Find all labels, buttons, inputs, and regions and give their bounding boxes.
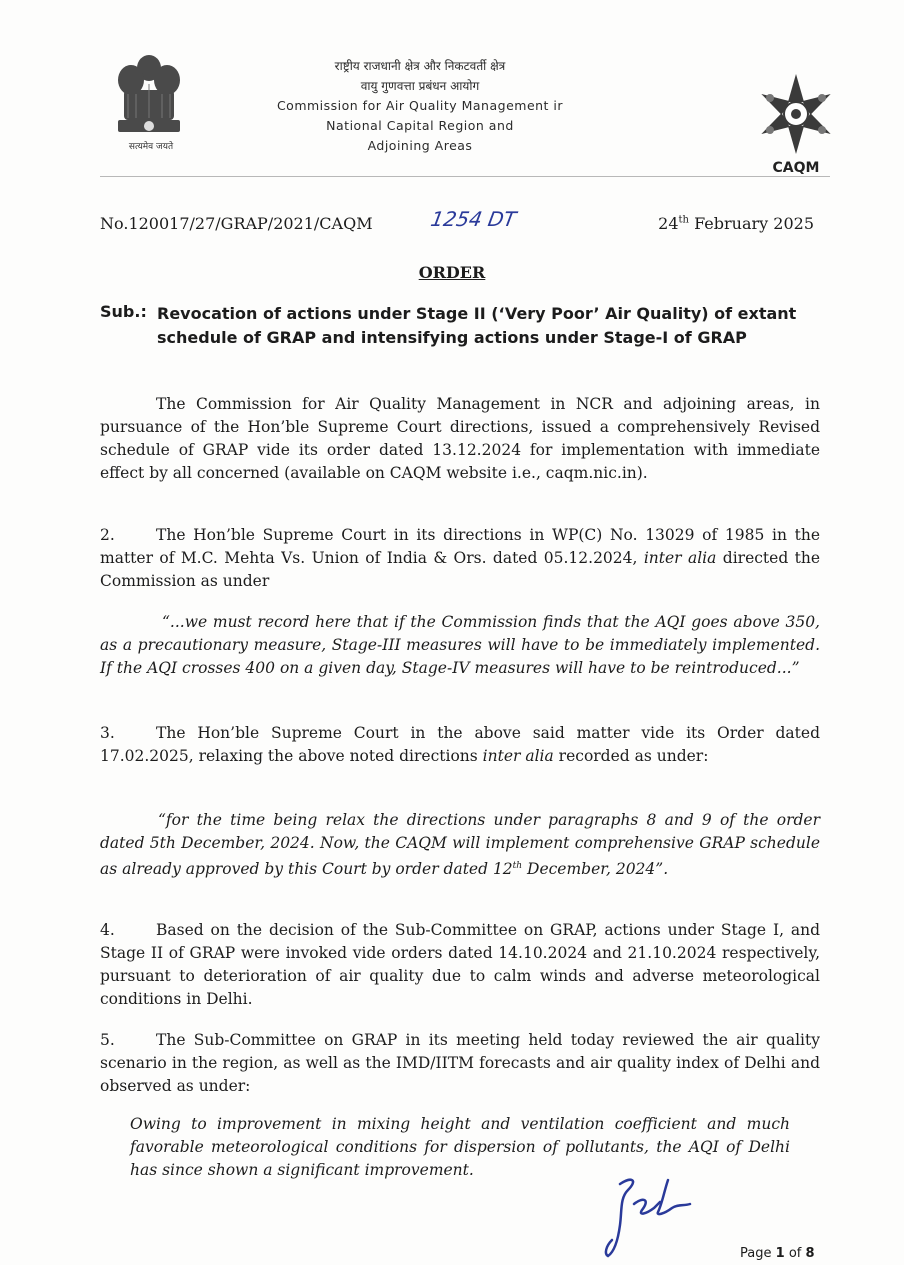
paragraph-4: 4. Based on the decision of the Sub-Committee on GRAP, actions under Stage I, and Stage II of GRAP were invoked vide orders dated 14.10.2024 and 21.10.2024 respectively, pursuant to deterioration of air quality due to calm winds and adverse meteorological conditions in Delhi. bbox=[100, 921, 820, 1008]
handwritten-number: 1254 DT bbox=[428, 207, 518, 231]
header-divider bbox=[100, 176, 830, 177]
quote-2: “for the time being relax the directions under paragraphs 8 and 9 of the order dated 5th December, 2024. Now, the CAQM will implement comprehensive GRAP schedule as already approved by this Court by order dated 12th December, 2024”. bbox=[100, 811, 820, 879]
english-line-2: National Capital Region and bbox=[326, 118, 514, 133]
letterhead bbox=[250, 56, 590, 156]
quote-1: “...we must record here that if the Commission finds that the AQI goes above 350, as a precautionary measure, Stage-III measures will have to be immediately implemented. If the AQI crosses 400 on a given day, Stage-IV measures will have to be reintroduced...” bbox=[100, 613, 820, 677]
subject-text: Revocation of actions under Stage II (‘Very Poor’ Air Quality) of extant schedule of GRAP and intensifying actions under Stage-I of GRAP bbox=[157, 304, 797, 347]
reference-number: No.120017/27/GRAP/2021/CAQM bbox=[100, 214, 373, 233]
paragraph-1: The Commission for Air Quality Management in NCR and adjoining areas, in pursuance of the Hon’ble Supreme Court directions, issued a comprehensively Revised schedule of GRAP vide its order dated 13.12.2024 for implementation with immediate effect by all concerned (available on CAQM website i.e., caqm.nic.in). bbox=[100, 395, 820, 482]
order-date: 24th February 2025 bbox=[658, 214, 814, 233]
hindi-line-1: राष्ट्रीय राजधानी क्षेत्र और निकटवर्ती क्षेत्र bbox=[334, 59, 506, 73]
signature-icon bbox=[598, 1170, 698, 1265]
paragraph-3: 3. The Hon’ble Supreme Court in the above said matter vide its Order dated 17.02.2025, relaxing the above noted directions inter alia recorded as under: bbox=[100, 724, 820, 765]
quote-3: Owing to improvement in mixing height and ventilation coefficient and much favorable meteorological conditions for dispersion of pollutants, the AQI of Delhi has since shown a significant improvement. bbox=[130, 1115, 790, 1179]
caqm-logo-text: CAQM bbox=[772, 160, 820, 176]
caqm-logo bbox=[748, 68, 844, 178]
english-line-1: Commission for Air Quality Management ir bbox=[276, 98, 564, 113]
english-line-3: Adjoining Areas bbox=[367, 138, 473, 153]
emblem-caption: सत्यमेव जयते bbox=[128, 142, 174, 152]
page-number: Page 1 of 8 bbox=[740, 1246, 815, 1261]
page-title: ORDER bbox=[418, 263, 486, 282]
paragraph-5: 5. The Sub-Committee on GRAP in its meeting held today reviewed the air quality scenario in the region, as well as the IMD/IITM forecasts and air quality index of Delhi and observed as under: bbox=[100, 1031, 820, 1095]
subject-label: Sub.: bbox=[100, 302, 147, 321]
hindi-line-2: वायु गुणवत्ता प्रबंधन आयोग bbox=[360, 79, 480, 93]
paragraph-2: 2. The Hon’ble Supreme Court in its directions in WP(C) No. 13029 of 1985 in the matter of M.C. Mehta Vs. Union of India & Ors. dated 05.12.2024, inter alia directed the Commission as under bbox=[100, 526, 821, 590]
